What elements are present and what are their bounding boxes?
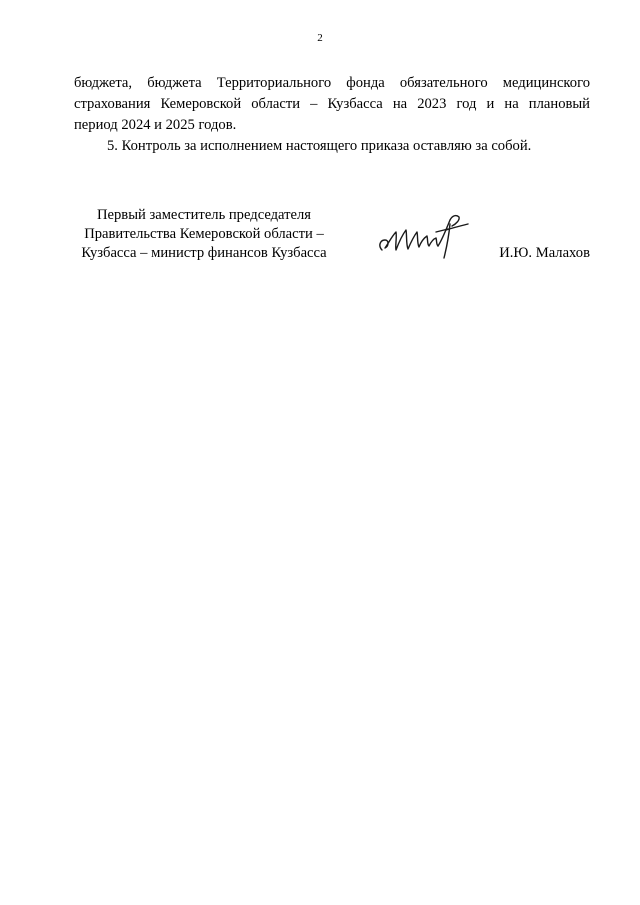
signatory-position-line-2: Правительства Кемеровской области – xyxy=(84,226,324,242)
paragraph-line-1: бюджета, бюджета Территориального фонда обязательного медицинского xyxy=(74,75,590,91)
handwritten-signature xyxy=(376,206,472,262)
page-number: 2 xyxy=(317,32,323,44)
paragraph-continuation xyxy=(74,73,590,136)
document-body xyxy=(74,73,590,157)
paragraph-line-3: период 2024 и 2025 годов. xyxy=(74,117,237,133)
signatory-position xyxy=(74,206,334,263)
paragraph-line-2: страхования Кемеровской области – Кузбасса на 2023 год и на плановый xyxy=(74,96,590,112)
signatory-position-line-3: Кузбасса – министр финансов Кузбасса xyxy=(81,245,327,261)
signer-name: И.Ю. Малахов xyxy=(499,245,590,261)
signatory-position-line-1: Первый заместитель председателя xyxy=(96,207,312,223)
paragraph-item-5: 5. Контроль за исполнением настоящего приказа оставляю за собой. xyxy=(107,138,532,154)
